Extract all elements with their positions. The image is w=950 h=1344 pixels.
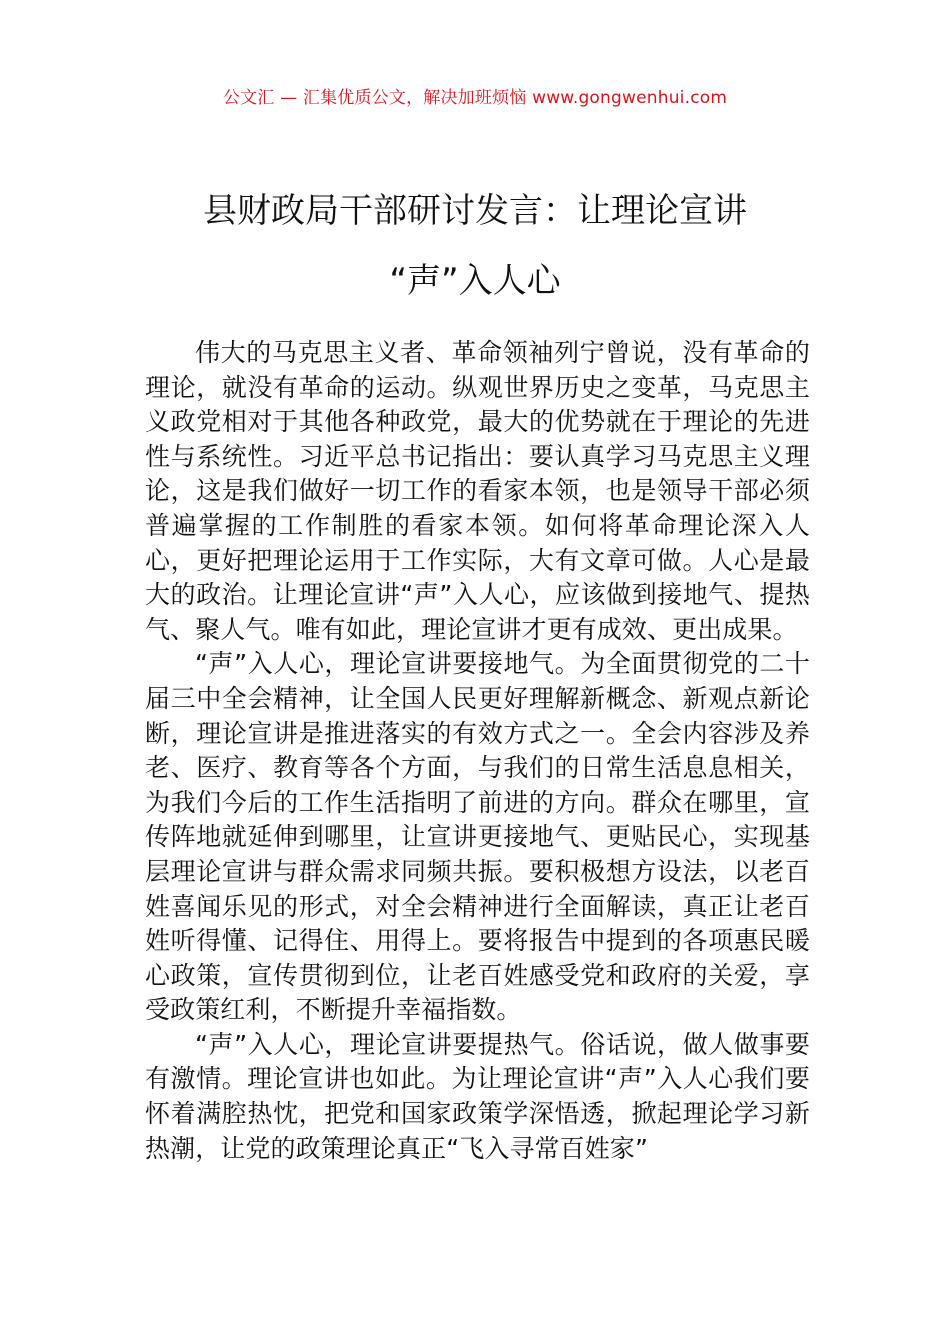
- paragraph-1: 伟大的马克思主义者、革命领袖列宁曾说，没有革命的理论，就没有革命的运动。纵观世界历史之变革，马克思主义政党相对于其他各种政党，最大的优势就在于理论的先进性与系统性。习近平总书记指出：要认真学习马克思主义理论，这是我们做好一切工作的看家本领，也是领导干部必须普遍掌握的工作制胜的看家本领。如何将革命理论深入人心，更好把理论运用于工作实际，大有文章可做。人心是最大的政治。让理论宣讲“声”入人心，应该做到接地气、提热气、聚人气。唯有如此，理论宣讲才更有成效、更出成果。: [145, 338, 810, 644]
- document-title: [100, 176, 850, 316]
- paragraph-3: “声”入人心，理论宣讲要提热气。俗话说，做人做事要有激情。理论宣讲也如此。为让理论宣讲“声”入人心我们要怀着满腔热忱，把党和国家政策学深悟透，掀起理论学习新热潮，让党的政策理论真正“飞入寻常百姓家”: [145, 1029, 810, 1163]
- site-watermark-header: 公文汇 — 汇集优质公文，解决加班烦恼 www.gongwenhui.com: [222, 88, 728, 108]
- paragraph-2: “声”入人心，理论宣讲要接地气。为全面贯彻党的二十届三中全会精神，让全国人民更好理解新概念、新观点新论断，理论宣讲是推进落实的有效方式之一。全会内容涉及养老、医疗、教育等各个方面，与我们的日常生活息息相关，为我们今后的工作生活指明了前进的方向。群众在哪里，宣传阵地就延伸到哪里，让宣讲更接地气、更贴民心，实现基层理论宣讲与群众需求同频共振。要积极想方设法，以老百姓喜闻乐见的形式，对全会精神进行全面解读，真正让老百姓听得懂、记得住、用得上。要将报告中提到的各项惠民暖心政策，宣传贯彻到位，让老百姓感受党和政府的关爱，享受政策红利，不断提升幸福指数。: [145, 649, 810, 1025]
- document-body: [145, 336, 810, 1166]
- title-line-1: 县财政局干部研讨发言：让理论宣讲: [203, 191, 747, 231]
- title-line-2: “声”入人心: [389, 261, 561, 301]
